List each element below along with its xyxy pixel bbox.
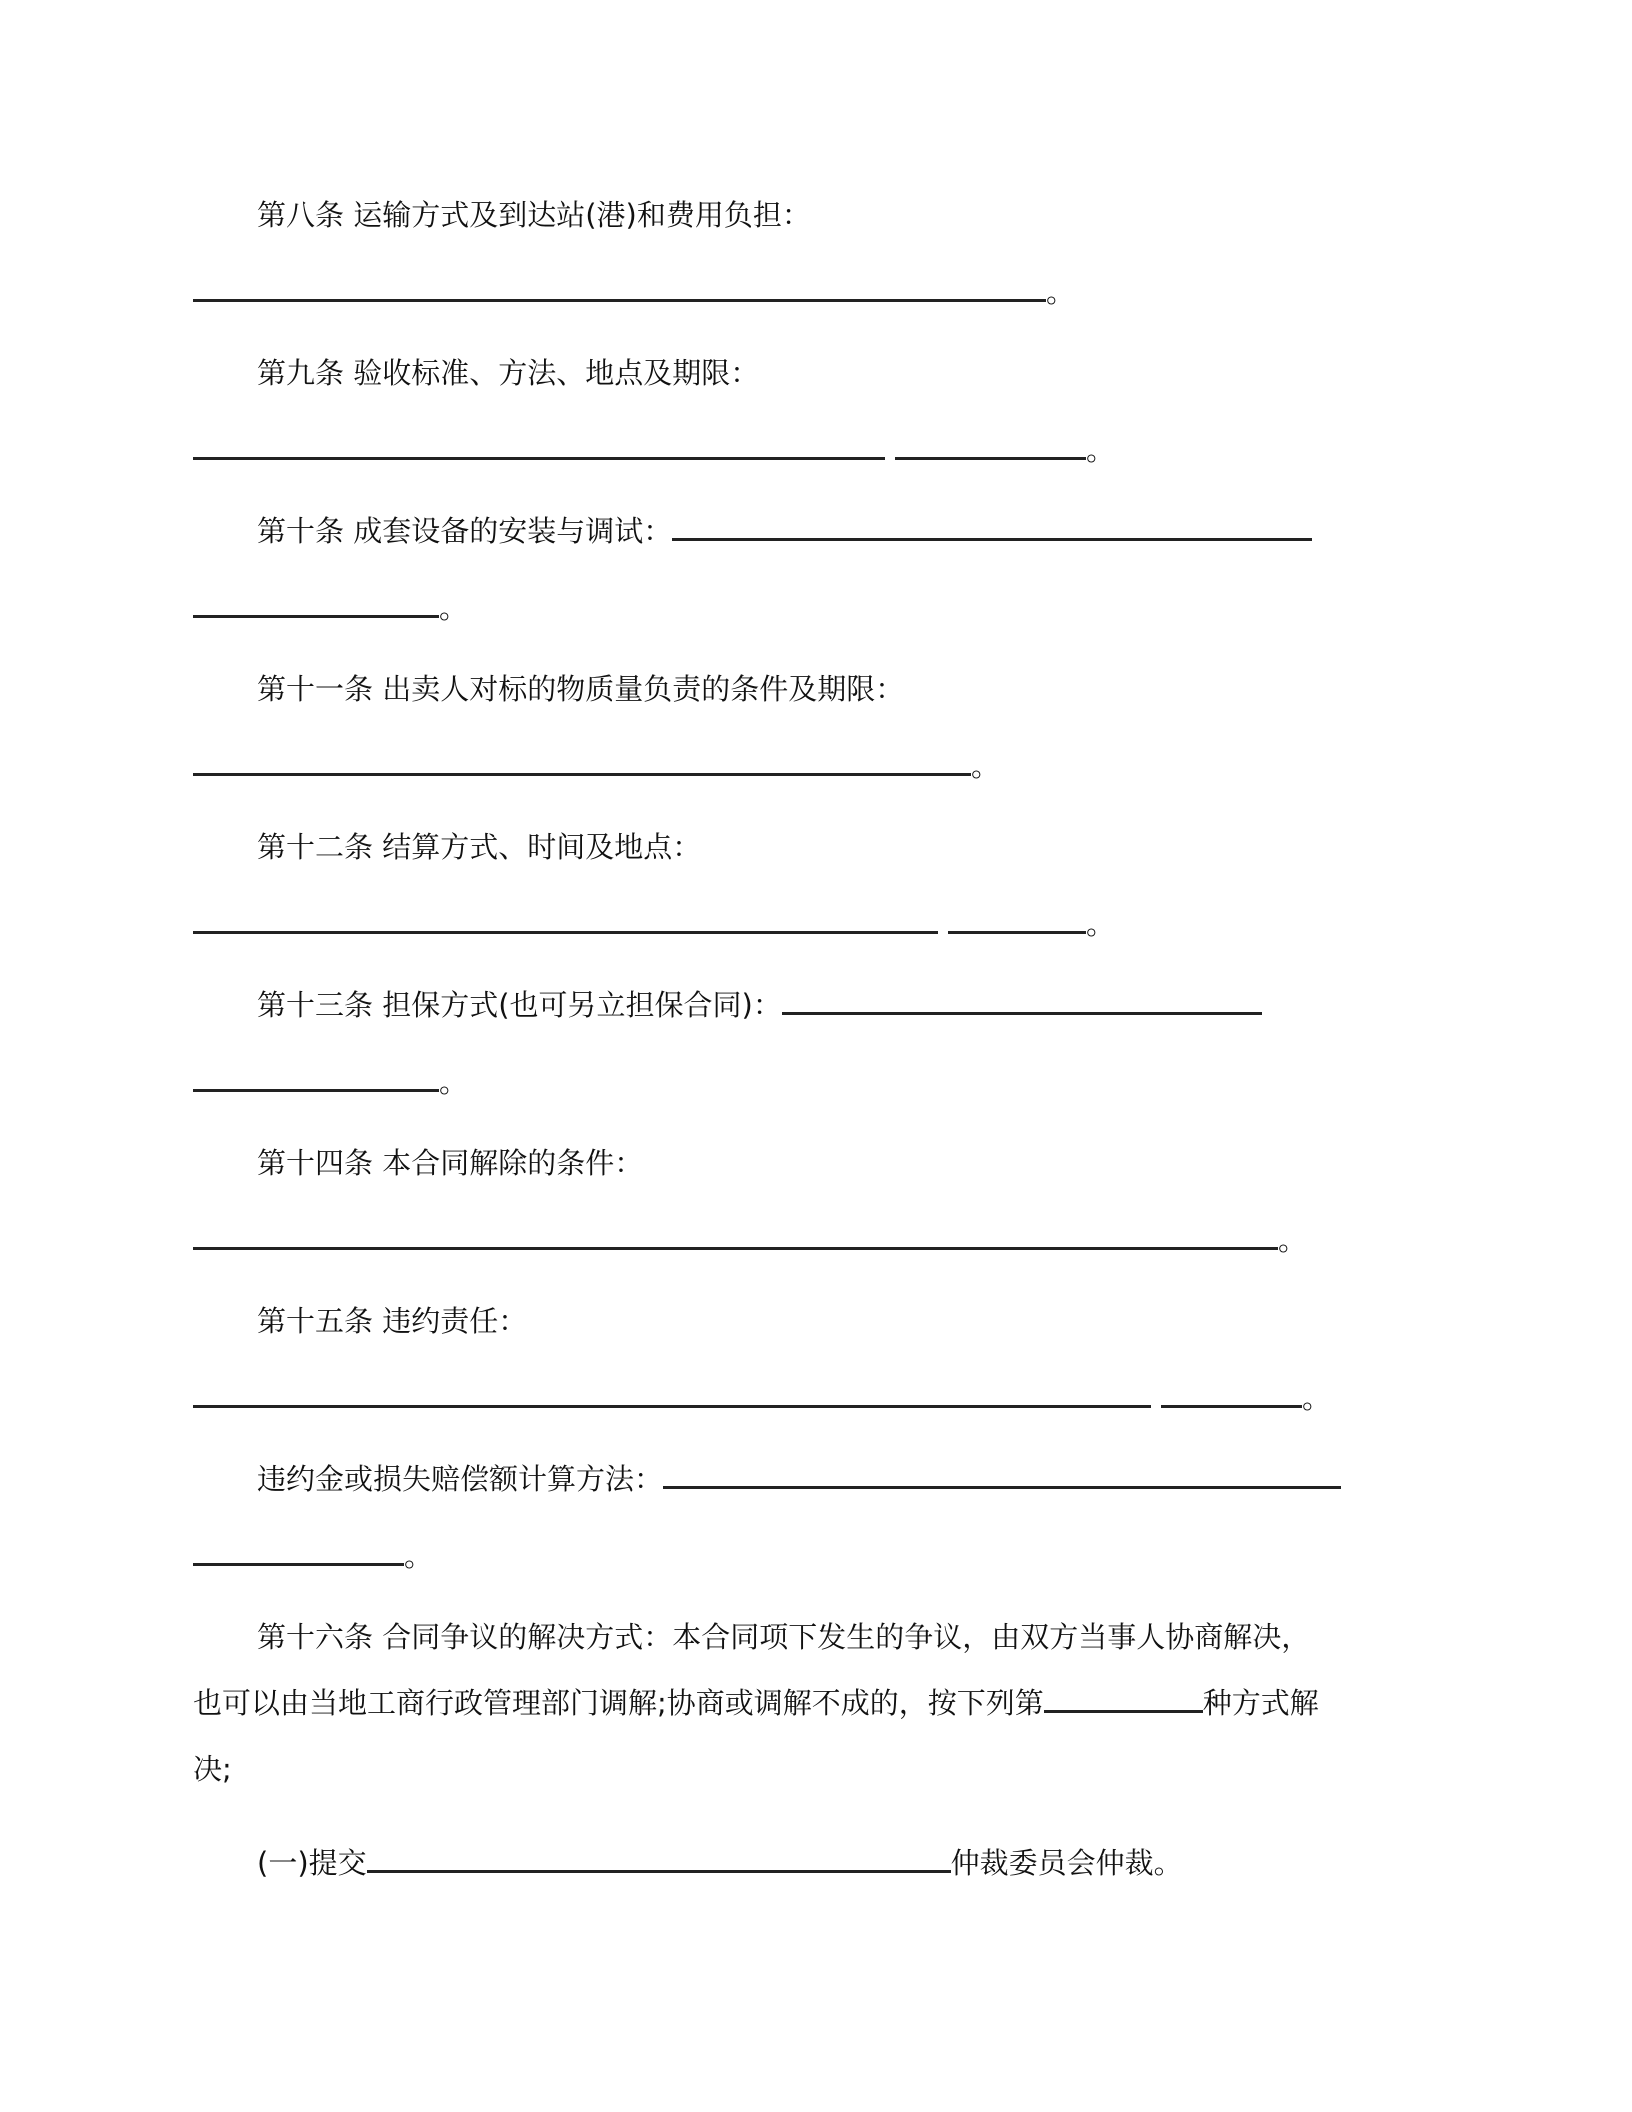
article-16-line-2: 也可以由当地工商行政管理部门调解;协商或调解不成的，按下列第 种方式解 (193, 1686, 1319, 1720)
article-15-title: 第十五条 违约责任： (257, 1304, 528, 1338)
fill-blank[interactable] (948, 905, 1086, 934)
fill-blank[interactable] (193, 1537, 404, 1566)
article-12-blank-line: 。 (193, 904, 1115, 944)
fill-blank[interactable] (782, 986, 1262, 1015)
fill-blank[interactable] (193, 1379, 1151, 1408)
article-15-sub-blank-line: 。 (193, 1536, 433, 1576)
article-12-title: 第十二条 结算方式、时间及地点： (257, 830, 702, 864)
article-9-blank-line: 。 (193, 430, 1115, 470)
article-15-sub: 违约金或损失赔偿额计算方法： (257, 1459, 1341, 1499)
article-11-blank-line: 。 (193, 746, 1000, 786)
fill-blank[interactable] (193, 273, 1046, 302)
article-10-blank-line: 。 (193, 588, 468, 628)
fill-blank[interactable] (895, 431, 1086, 460)
article-8-blank-line: 。 (193, 272, 1075, 312)
article-14-blank-line: 。 (193, 1220, 1307, 1260)
fill-blank[interactable] (193, 747, 971, 776)
fill-blank[interactable] (663, 1460, 1341, 1489)
article-16-line-1: 第十六条 合同争议的解决方式：本合同项下发生的争议，由双方当事人协商解决， (257, 1620, 1311, 1654)
fill-blank[interactable] (1161, 1379, 1302, 1408)
article-10-title: 第十条 成套设备的安装与调试： (257, 511, 1312, 551)
fill-blank[interactable] (367, 1844, 951, 1873)
fill-blank[interactable] (193, 431, 885, 460)
article-15-blank-line: 。 (193, 1378, 1331, 1418)
article-16-option-1: (一)提交 仲裁委员会仲裁。 (257, 1846, 1183, 1880)
fill-blank[interactable] (193, 905, 938, 934)
article-14-title: 第十四条 本合同解除的条件： (257, 1146, 644, 1180)
article-8-title: 第八条 运输方式及到达站(港)和费用负担： (257, 198, 811, 232)
fill-blank[interactable] (672, 512, 1312, 541)
fill-blank[interactable] (193, 1221, 1278, 1250)
article-11-title: 第十一条 出卖人对标的物质量负责的条件及期限： (257, 672, 905, 706)
fill-blank[interactable] (1044, 1684, 1203, 1713)
article-13-blank-line: 。 (193, 1062, 468, 1102)
article-9-title: 第九条 验收标准、方法、地点及期限： (257, 356, 760, 390)
fill-blank[interactable] (193, 1063, 439, 1092)
article-13-title: 第十三条 担保方式(也可另立担保合同)： (257, 985, 1262, 1025)
fill-blank[interactable] (193, 589, 439, 618)
article-16-line-3: 决; (193, 1752, 232, 1786)
